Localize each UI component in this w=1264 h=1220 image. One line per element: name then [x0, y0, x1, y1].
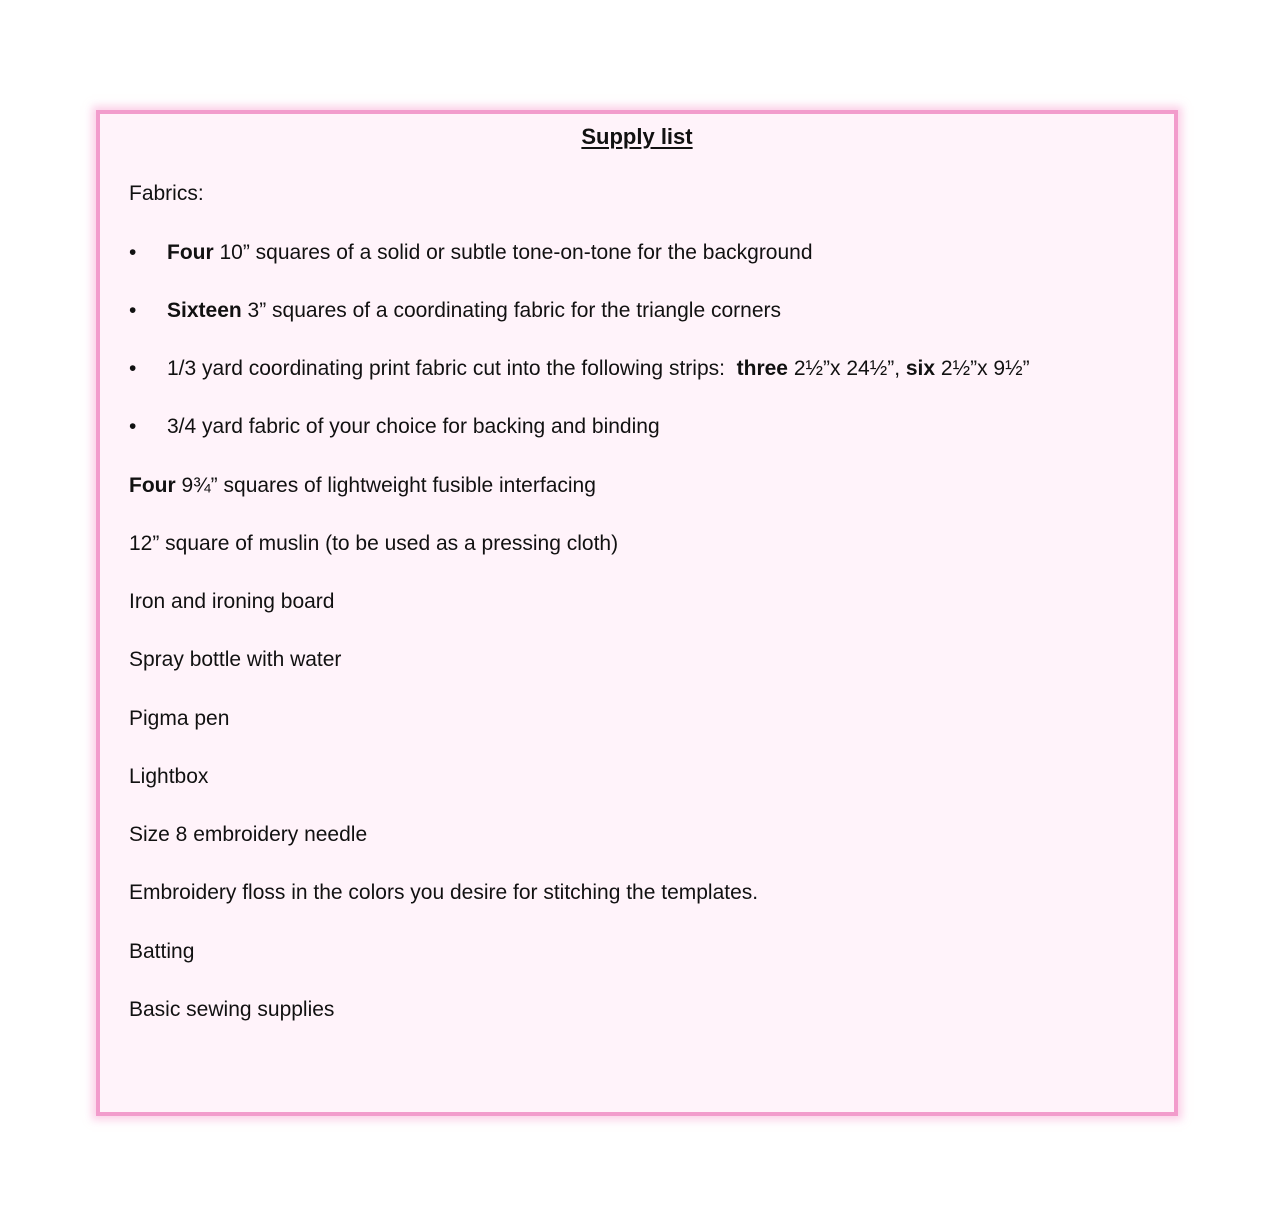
bullet-text	[167, 355, 1030, 383]
interfacing-item	[129, 472, 596, 500]
page-title: Supply list	[581, 124, 693, 149]
bullet-icon: •	[129, 415, 137, 438]
item-text: 1/3 yard coordinating print fabric cut into the following strips:	[167, 357, 737, 380]
list-item: Basic sewing supplies	[129, 998, 335, 1021]
list-item: Pigma pen	[129, 707, 230, 730]
list-item: Batting	[129, 940, 195, 963]
bold-quantity: Four	[129, 474, 176, 497]
bold-quantity: Four	[167, 241, 214, 264]
supply-list-box	[96, 110, 1178, 1116]
list-item: Spray bottle with water	[129, 648, 342, 671]
item-text: 9¾” squares of lightweight fusible interfacing	[175, 474, 596, 497]
bullet-icon: •	[129, 299, 137, 322]
item-text: 2½”x 9½”	[935, 357, 1030, 380]
item-text: 3” squares of a coordinating fabric for the triangle corners	[241, 299, 781, 322]
list-item: Iron and ironing board	[129, 590, 335, 613]
bullet-text	[167, 297, 781, 325]
bold-quantity: Sixteen	[167, 299, 242, 322]
item-text: 2½”x 24½”,	[787, 357, 906, 380]
list-item: Embroidery floss in the colors you desire for stitching the templates.	[129, 881, 759, 904]
bold-quantity: three	[736, 357, 788, 380]
item-text: 10” squares of a solid or subtle tone-on-tone for the background	[213, 241, 813, 264]
bullet-icon: •	[129, 241, 137, 264]
bullet-icon: •	[129, 357, 137, 380]
fabrics-heading: Fabrics:	[129, 182, 204, 205]
list-item: 12” square of muslin (to be used as a pressing cloth)	[129, 532, 619, 555]
bullet-text	[167, 239, 813, 267]
bullet-text: 3/4 yard fabric of your choice for backing and binding	[167, 415, 660, 438]
bold-quantity: six	[905, 357, 936, 380]
list-item: Lightbox	[129, 765, 209, 788]
list-item: Size 8 embroidery needle	[129, 823, 368, 846]
